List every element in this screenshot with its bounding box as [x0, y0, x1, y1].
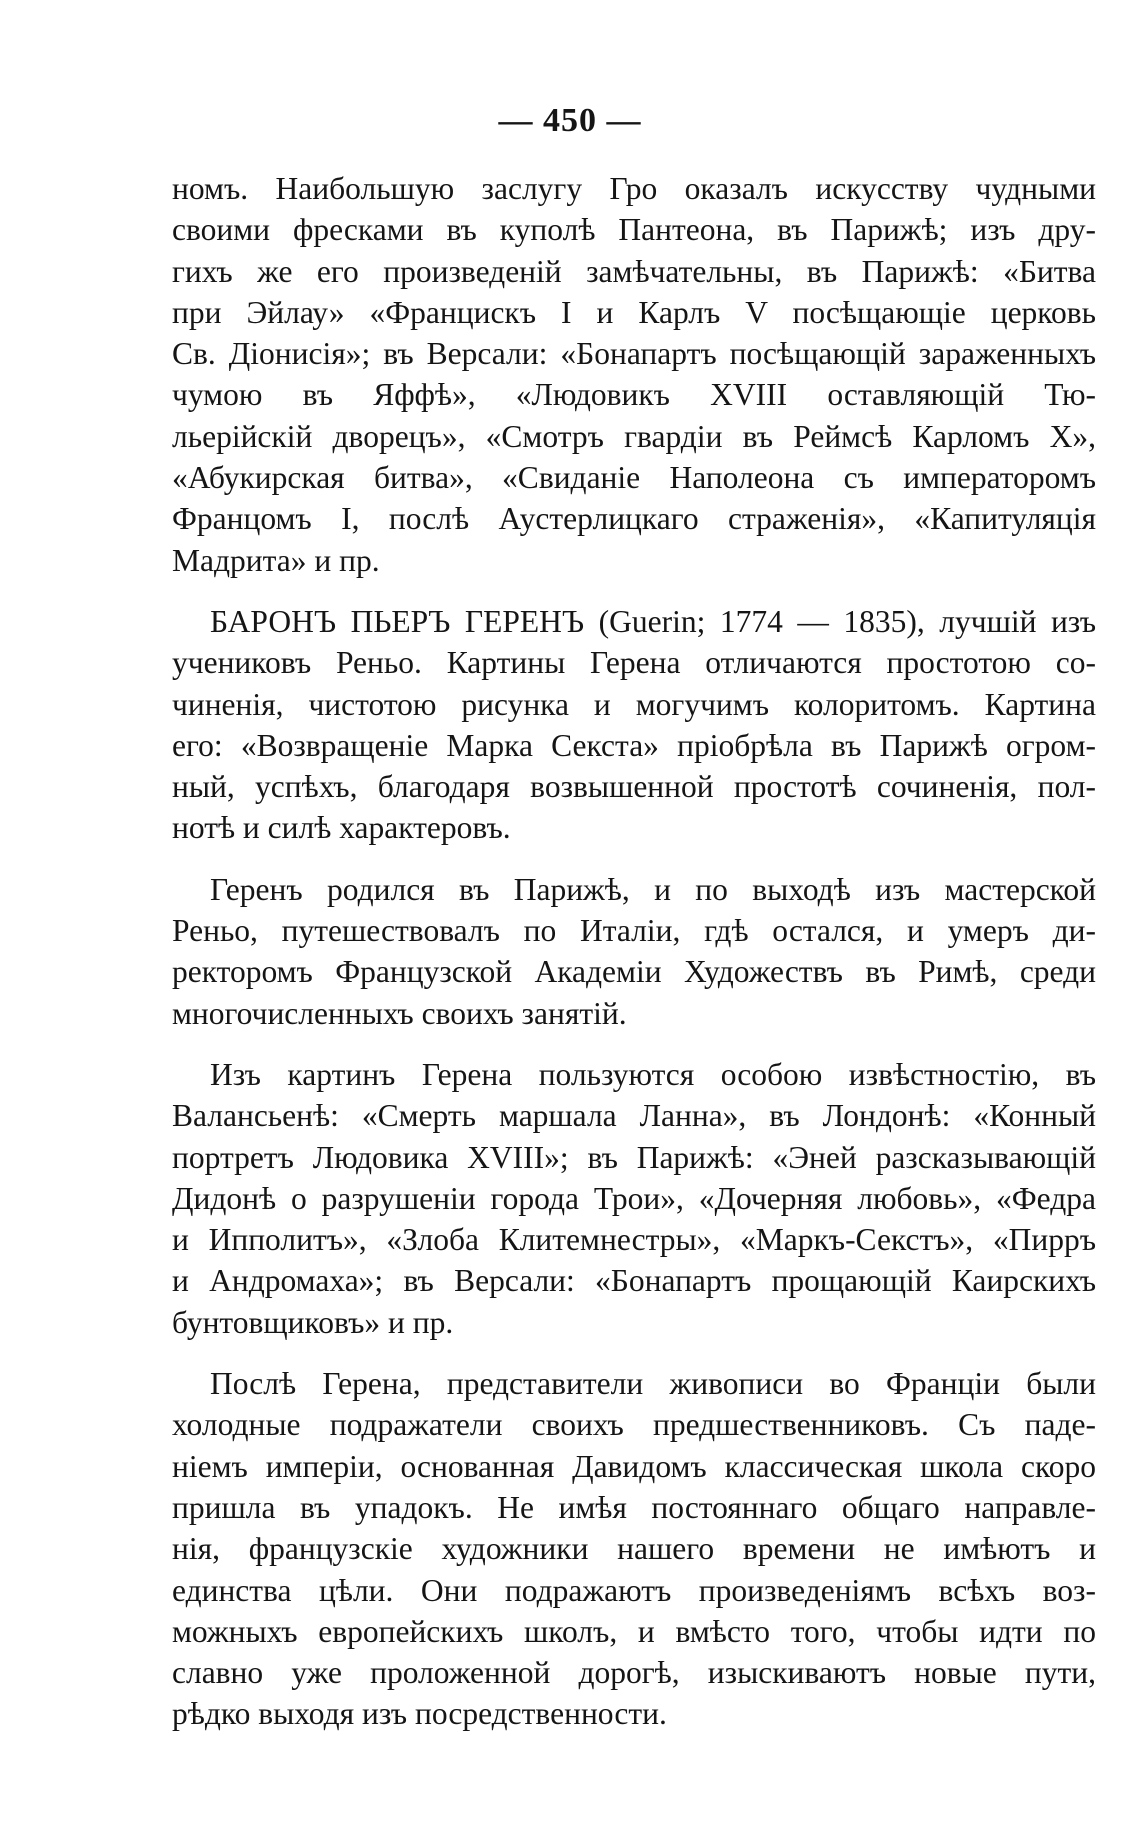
text-line: Францомъ I, послѣ Аустерлицкаго страженія», «Капитуляція	[172, 501, 1096, 537]
text-line: чумою въ Яффѣ», «Людовикъ XVIII оставляющій Тю-	[172, 377, 1096, 413]
text-line: ный, успѣхъ, благодаря возвышенной простотѣ сочиненія, пол-	[172, 769, 1096, 805]
text-line: ректоромъ Французской Академіи Художествъ въ Римѣ, среди	[172, 954, 1096, 990]
paragraph-guerin-intro	[172, 601, 1096, 849]
text-line: можныхъ европейскихъ школъ, и вмѣсто того, чтобы идти по	[172, 1613, 1096, 1649]
text-line: единства цѣли. Они подражаютъ произведеніямъ всѣхъ воз-	[172, 1572, 1096, 1608]
text-line: славно уже проложенной дорогѣ, изыскиваютъ новые пути,	[172, 1655, 1096, 1691]
text-line: своими фресками въ куполѣ Пантеона, въ Парижѣ; изъ дру-	[172, 212, 1096, 248]
text-line: портретъ Людовика XVIII»; въ Парижѣ: «Эней разсказывающій	[172, 1139, 1096, 1175]
text-line: гихъ же его произведеній замѣчательны, въ Парижѣ: «Битва	[172, 253, 1096, 289]
text-line: номъ. Наибольшую заслугу Гро оказалъ искусству чудными	[172, 171, 1096, 206]
paragraph-gros	[172, 168, 1096, 581]
paragraph-guerin-life	[172, 869, 1096, 1034]
text-line: бунтовщиковъ» и пр.	[172, 1304, 454, 1340]
text-line: при Эйлау» «Францискъ I и Карлъ V посѣщающіе церковь	[172, 294, 1096, 330]
text-line: Послѣ Герена, представители живописи во Франціи были	[210, 1366, 1096, 1402]
text-line: многочисленныхъ своихъ занятій.	[172, 995, 627, 1031]
text-line: БАРОНЪ ПЬЕРЪ ГЕРЕНЪ (Guerin; 1774 — 1835), лучшій изъ	[210, 603, 1096, 639]
text-line: Реньо, путешествовалъ по Италіи, гдѣ остался, и умеръ ди-	[172, 913, 1096, 949]
text-line: пришла въ упадокъ. Не имѣя постояннаго общаго направле-	[172, 1489, 1096, 1525]
text-line: учениковъ Реньо. Картины Герена отличаются простотою со-	[172, 645, 1096, 681]
paragraph-after-guerin	[172, 1363, 1096, 1735]
text-line: и Андромаха»; въ Версали: «Бонапартъ прощающій Каирскихъ	[172, 1263, 1096, 1299]
text-line: его: «Возвращеніе Марка Секста» пріобрѣла въ Парижѣ огром-	[172, 727, 1096, 763]
text-line: льерійскій дворецъ», «Смотръ гвардіи въ Реймсѣ Карломъ X»,	[172, 418, 1096, 454]
text-line: Геренъ родился въ Парижѣ, и по выходѣ изъ мастерской	[210, 871, 1096, 907]
text-line: рѣдко выходя изъ посредственности.	[172, 1696, 667, 1732]
text-line: Дидонѣ о разрушеніи города Трои», «Дочерняя любовь», «Федра	[172, 1180, 1096, 1216]
text-line: нотѣ и силѣ характеровъ.	[172, 810, 511, 846]
text-line: Валансьенѣ: «Смерть маршала Ланна», въ Лондонѣ: «Конный	[172, 1098, 1096, 1134]
text-line: «Абукирская битва», «Свиданіе Наполеона съ императоромъ	[172, 460, 1096, 496]
text-line: чиненія, чистотою рисунка и могучимъ колоритомъ. Картина	[172, 686, 1096, 722]
text-line: холодные подражатели своихъ предшественниковъ. Съ паде-	[172, 1407, 1096, 1443]
text-line: Св. Діонисія»; въ Версали: «Бонапартъ посѣщающій зараженныхъ	[172, 336, 1096, 372]
body-text	[172, 168, 1096, 1735]
text-line: и Ипполитъ», «Злоба Клитемнестры», «Маркъ-Секстъ», «Пирръ	[172, 1222, 1096, 1258]
paragraph-guerin-works	[172, 1054, 1096, 1343]
text-line: Мадрита» и пр.	[172, 542, 380, 578]
page-number: — 450 —	[498, 102, 642, 139]
text-line: ніемъ имперіи, основанная Давидомъ классическая школа скоро	[172, 1448, 1096, 1484]
text-line: нія, французскіе художники нашего времени не имѣютъ и	[172, 1531, 1096, 1567]
text-line: Изъ картинъ Герена пользуются особою извѣстностію, въ	[210, 1056, 1096, 1092]
